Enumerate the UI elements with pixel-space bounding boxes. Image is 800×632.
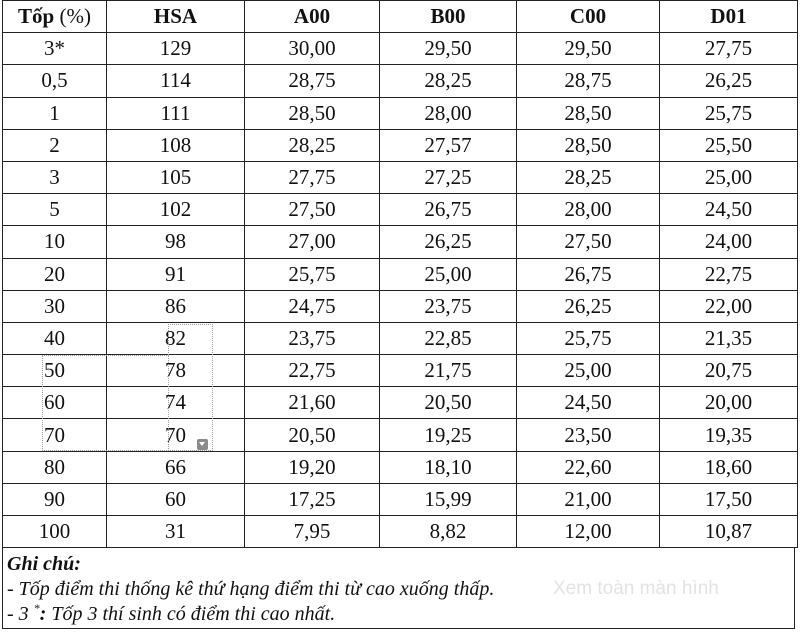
score-table bbox=[2, 0, 798, 548]
cell-a00[interactable]: 28,75 bbox=[245, 65, 380, 97]
cell-top[interactable]: 80 bbox=[3, 451, 107, 483]
cell-d01[interactable]: 17,50 bbox=[660, 483, 798, 515]
cell-top[interactable]: 10 bbox=[3, 226, 107, 258]
header-top-label: Tốp bbox=[18, 4, 55, 29]
cell-top[interactable]: 90 bbox=[3, 483, 107, 515]
cell-hsa[interactable]: 108 bbox=[107, 129, 245, 161]
header-b00: B00 bbox=[380, 1, 517, 33]
cell-b00[interactable]: 28,25 bbox=[380, 65, 517, 97]
cell-hsa[interactable]: 105 bbox=[107, 161, 245, 193]
table-row bbox=[3, 451, 798, 483]
chevron-down-icon[interactable] bbox=[197, 439, 208, 450]
header-row bbox=[3, 1, 798, 33]
cell-top[interactable]: 50 bbox=[3, 355, 107, 387]
cell-d01[interactable]: 25,50 bbox=[660, 129, 798, 161]
cell-c00[interactable]: 28,75 bbox=[517, 65, 660, 97]
notes-line-2-prefix: - 3 bbox=[7, 603, 29, 626]
cell-hsa[interactable]: 60 bbox=[107, 483, 245, 515]
table-row bbox=[3, 516, 798, 548]
cell-hsa[interactable]: 98 bbox=[107, 226, 245, 258]
cell-d01[interactable]: 20,00 bbox=[660, 387, 798, 419]
cell-c00[interactable]: 29,50 bbox=[517, 33, 660, 65]
cell-b00[interactable]: 19,25 bbox=[380, 419, 517, 451]
cell-c00[interactable]: 25,75 bbox=[517, 322, 660, 354]
cell-a00[interactable]: 21,60 bbox=[245, 387, 380, 419]
cell-c00[interactable]: 25,00 bbox=[517, 355, 660, 387]
table-row bbox=[3, 322, 798, 354]
cell-b00[interactable]: 20,50 bbox=[380, 387, 517, 419]
cell-d01[interactable]: 18,60 bbox=[660, 451, 798, 483]
cell-d01[interactable]: 21,35 bbox=[660, 322, 798, 354]
cell-b00[interactable]: 26,25 bbox=[380, 226, 517, 258]
cell-a00[interactable]: 27,50 bbox=[245, 194, 380, 226]
cell-top[interactable]: 100 bbox=[3, 516, 107, 548]
cell-a00[interactable]: 19,20 bbox=[245, 451, 380, 483]
cell-a00[interactable]: 22,75 bbox=[245, 355, 380, 387]
cell-hsa[interactable]: 114 bbox=[107, 65, 245, 97]
cell-a00[interactable]: 17,25 bbox=[245, 483, 380, 515]
notes-line-2-text: Tốp 3 thí sinh có điểm thi cao nhất. bbox=[46, 603, 336, 626]
cell-d01[interactable]: 19,35 bbox=[660, 419, 798, 451]
cell-c00[interactable]: 27,50 bbox=[517, 226, 660, 258]
cell-hsa[interactable]: 74 bbox=[107, 387, 245, 419]
notes-title: Ghi chú: bbox=[7, 553, 81, 576]
cell-d01[interactable]: 10,87 bbox=[660, 516, 798, 548]
table-row bbox=[3, 194, 798, 226]
cell-a00[interactable]: 27,75 bbox=[245, 161, 380, 193]
cell-a00[interactable]: 7,95 bbox=[245, 516, 380, 548]
cell-c00[interactable]: 28,00 bbox=[517, 194, 660, 226]
cell-b00[interactable]: 22,85 bbox=[380, 322, 517, 354]
score-sheet bbox=[2, 0, 797, 629]
header-hsa: HSA bbox=[107, 1, 245, 33]
cell-b00[interactable]: 28,00 bbox=[380, 97, 517, 129]
cell-b00[interactable]: 27,25 bbox=[380, 161, 517, 193]
cell-a00[interactable]: 27,00 bbox=[245, 226, 380, 258]
cell-b00[interactable]: 8,82 bbox=[380, 516, 517, 548]
cell-hsa[interactable]: 78 bbox=[107, 355, 245, 387]
table-row bbox=[3, 65, 798, 97]
cell-hsa[interactable]: 111 bbox=[107, 97, 245, 129]
fullscreen-watermark[interactable]: Xem toàn màn hình bbox=[553, 578, 719, 599]
cell-d01[interactable]: 22,00 bbox=[660, 290, 798, 322]
cell-hsa[interactable]: 82 bbox=[107, 322, 245, 354]
notes-line-2-sup: * bbox=[33, 601, 40, 616]
cell-top[interactable]: 70 bbox=[3, 419, 107, 451]
cell-c00[interactable]: 28,50 bbox=[517, 129, 660, 161]
table-row bbox=[3, 387, 798, 419]
header-top bbox=[3, 1, 107, 33]
table-row bbox=[3, 355, 798, 387]
table-row bbox=[3, 258, 798, 290]
cell-hsa[interactable]: 70 bbox=[107, 419, 245, 451]
cell-a00[interactable]: 28,50 bbox=[245, 97, 380, 129]
cell-c00[interactable]: 23,50 bbox=[517, 419, 660, 451]
cell-b00[interactable]: 23,75 bbox=[380, 290, 517, 322]
cell-c00[interactable]: 22,60 bbox=[517, 451, 660, 483]
cell-a00[interactable]: 24,75 bbox=[245, 290, 380, 322]
cell-a00[interactable]: 25,75 bbox=[245, 258, 380, 290]
cell-d01[interactable]: 27,75 bbox=[660, 33, 798, 65]
table-row bbox=[3, 226, 798, 258]
cell-d01[interactable]: 26,25 bbox=[660, 65, 798, 97]
cell-top[interactable]: 5 bbox=[3, 194, 107, 226]
cell-top[interactable]: 1 bbox=[3, 97, 107, 129]
cell-d01[interactable]: 24,00 bbox=[660, 226, 798, 258]
cell-a00[interactable]: 28,25 bbox=[245, 129, 380, 161]
cell-top[interactable]: 2 bbox=[3, 129, 107, 161]
cell-d01[interactable]: 24,50 bbox=[660, 194, 798, 226]
cell-hsa[interactable]: 66 bbox=[107, 451, 245, 483]
table-row bbox=[3, 129, 798, 161]
cell-top[interactable]: 3 bbox=[3, 161, 107, 193]
cell-top[interactable]: 0,5 bbox=[3, 65, 107, 97]
header-c00: C00 bbox=[517, 1, 660, 33]
cell-top[interactable]: 60 bbox=[3, 387, 107, 419]
cell-c00[interactable]: 12,00 bbox=[517, 516, 660, 548]
cell-b00[interactable]: 29,50 bbox=[380, 33, 517, 65]
cell-c00[interactable]: 28,50 bbox=[517, 97, 660, 129]
cell-top[interactable]: 3* bbox=[3, 33, 107, 65]
cell-c00[interactable]: 24,50 bbox=[517, 387, 660, 419]
notes-line-2 bbox=[7, 602, 794, 627]
cell-hsa[interactable]: 102 bbox=[107, 194, 245, 226]
cell-a00[interactable]: 23,75 bbox=[245, 322, 380, 354]
table-row bbox=[3, 97, 798, 129]
cell-d01[interactable]: 22,75 bbox=[660, 258, 798, 290]
table-row bbox=[3, 483, 798, 515]
cell-d01[interactable]: 25,00 bbox=[660, 161, 798, 193]
table-row bbox=[3, 161, 798, 193]
cell-hsa[interactable]: 91 bbox=[107, 258, 245, 290]
cell-c00[interactable]: 26,75 bbox=[517, 258, 660, 290]
notes-line-1: - Tốp điểm thi thống kê thứ hạng điểm thi từ cao xuống thấp. bbox=[7, 578, 495, 601]
cell-b00[interactable]: 15,99 bbox=[380, 483, 517, 515]
cell-c00[interactable]: 26,25 bbox=[517, 290, 660, 322]
cell-d01[interactable]: 20,75 bbox=[660, 355, 798, 387]
cell-c00[interactable]: 21,00 bbox=[517, 483, 660, 515]
notes-line-2-colon: : bbox=[39, 603, 47, 626]
cell-a00[interactable]: 30,00 bbox=[245, 33, 380, 65]
cell-c00[interactable]: 28,25 bbox=[517, 161, 660, 193]
cell-b00[interactable]: 27,57 bbox=[380, 129, 517, 161]
cell-b00[interactable]: 18,10 bbox=[380, 451, 517, 483]
cell-b00[interactable]: 26,75 bbox=[380, 194, 517, 226]
cell-hsa[interactable]: 31 bbox=[107, 516, 245, 548]
table-row bbox=[3, 290, 798, 322]
table-row bbox=[3, 33, 798, 65]
cell-hsa[interactable]: 86 bbox=[107, 290, 245, 322]
cell-top[interactable]: 20 bbox=[3, 258, 107, 290]
cell-hsa[interactable]: 129 bbox=[107, 33, 245, 65]
header-a00: A00 bbox=[245, 1, 380, 33]
cell-b00[interactable]: 25,00 bbox=[380, 258, 517, 290]
cell-b00[interactable]: 21,75 bbox=[380, 355, 517, 387]
cell-top[interactable]: 30 bbox=[3, 290, 107, 322]
header-d01: D01 bbox=[660, 1, 798, 33]
cell-a00[interactable]: 20,50 bbox=[245, 419, 380, 451]
cell-d01[interactable]: 25,75 bbox=[660, 97, 798, 129]
cell-top[interactable]: 40 bbox=[3, 322, 107, 354]
header-top-unit: (%) bbox=[59, 4, 91, 29]
table-row bbox=[3, 419, 798, 451]
